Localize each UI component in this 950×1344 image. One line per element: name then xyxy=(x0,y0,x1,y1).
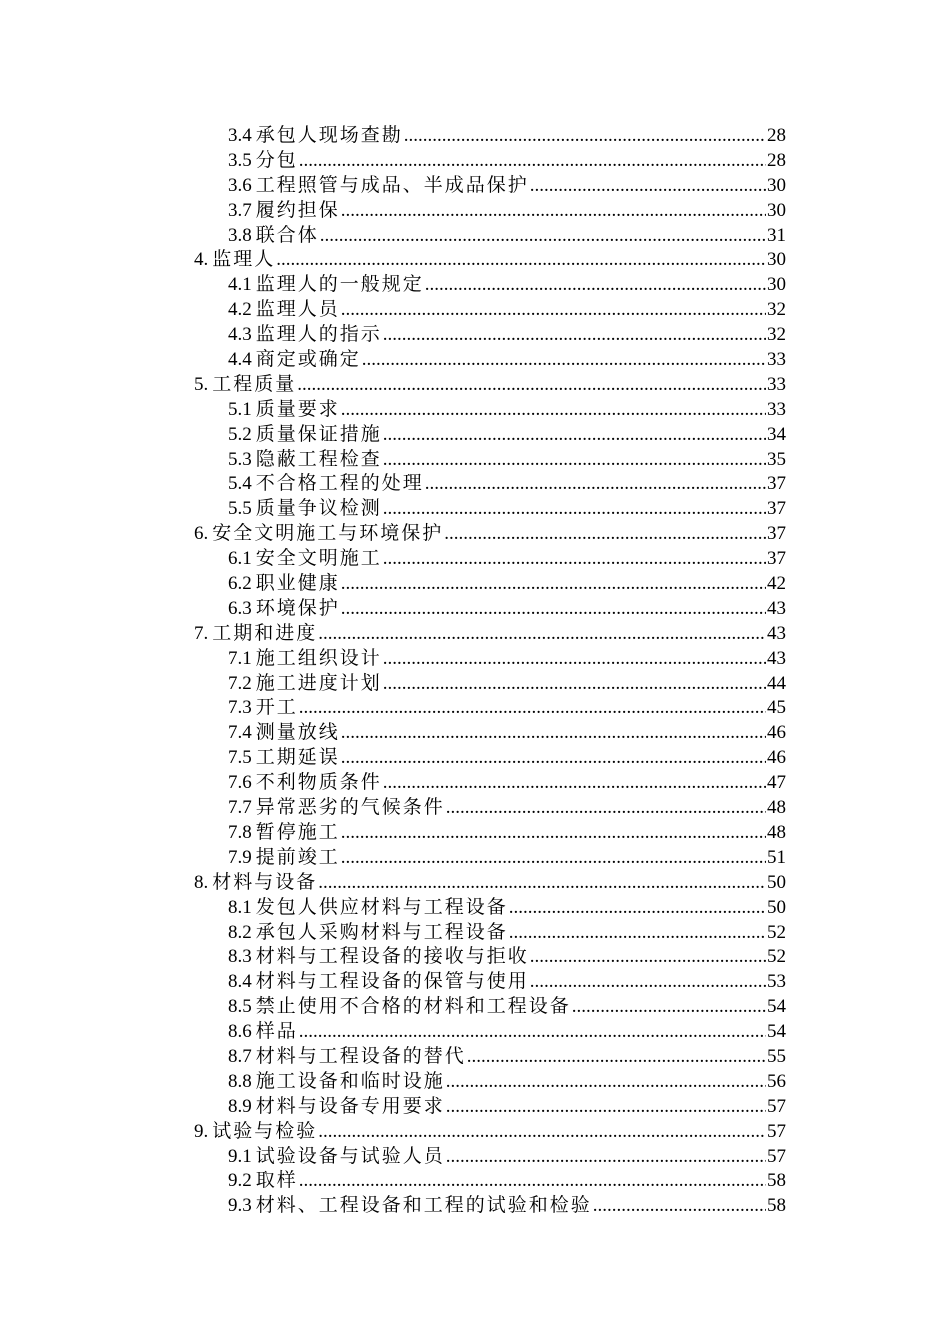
toc-entry-page-number: 32 xyxy=(767,299,786,321)
toc-entry-title: 提前竣工 xyxy=(255,846,340,868)
toc-section-entry[interactable] xyxy=(194,298,786,323)
toc-entry-number: 7.2 xyxy=(228,672,252,694)
toc-section-entry[interactable] xyxy=(194,921,786,946)
toc-entry-title: 工程质量 xyxy=(212,373,297,395)
toc-entry-title: 隐蔽工程检查 xyxy=(255,448,382,470)
toc-dot-leader xyxy=(593,1194,766,1219)
toc-entry-title: 质量争议检测 xyxy=(255,498,382,520)
toc-entry-number: 5.2 xyxy=(228,423,252,445)
toc-entry-page-number: 57 xyxy=(767,1120,786,1142)
toc-dot-leader xyxy=(318,1120,766,1145)
toc-entry-title: 发包人供应材料与工程设备 xyxy=(255,896,508,918)
toc-entry-title: 开工 xyxy=(255,697,298,719)
toc-section-entry[interactable] xyxy=(194,572,786,597)
toc-entry-number: 7.5 xyxy=(228,747,252,769)
toc-entry-title: 施工进度计划 xyxy=(255,672,382,694)
toc-entry-title: 质量保证措施 xyxy=(255,423,382,445)
toc-entry-page-number: 42 xyxy=(767,573,786,595)
toc-dot-leader xyxy=(509,921,766,946)
toc-section-entry[interactable] xyxy=(194,796,786,821)
toc-entry-number: 8.9 xyxy=(228,1095,252,1117)
toc-section-entry[interactable] xyxy=(194,647,786,672)
toc-entry-title: 材料与工程设备的保管与使用 xyxy=(255,971,529,993)
toc-section-entry[interactable] xyxy=(194,896,786,921)
toc-entry-title: 取样 xyxy=(255,1170,298,1192)
toc-entry-page-number: 37 xyxy=(767,548,786,570)
toc-entry-page-number: 31 xyxy=(767,224,786,246)
toc-dot-leader xyxy=(383,323,766,348)
toc-entry-number: 8.2 xyxy=(228,921,252,943)
toc-section-entry[interactable] xyxy=(194,398,786,423)
toc-entry-page-number: 30 xyxy=(767,199,786,221)
toc-entry-page-number: 37 xyxy=(767,523,786,545)
toc-section-entry[interactable] xyxy=(194,1169,786,1194)
toc-section-entry[interactable] xyxy=(194,721,786,746)
toc-dot-leader xyxy=(318,622,766,647)
toc-entry-page-number: 53 xyxy=(767,971,786,993)
toc-dot-leader xyxy=(362,348,766,373)
toc-entry-title: 禁止使用不合格的材料和工程设备 xyxy=(255,996,571,1018)
toc-entry-page-number: 52 xyxy=(767,946,786,968)
toc-section-entry[interactable] xyxy=(194,771,786,796)
toc-dot-leader xyxy=(383,771,766,796)
toc-entry-title: 材料、工程设备和工程的试验和检验 xyxy=(255,1195,592,1217)
toc-entry-title: 质量要求 xyxy=(255,398,340,420)
toc-dot-leader xyxy=(299,149,766,174)
toc-entry-title: 材料与设备专用要求 xyxy=(255,1095,445,1117)
toc-entry-title: 材料与工程设备的接收与拒收 xyxy=(255,946,529,968)
toc-dot-leader xyxy=(383,448,766,473)
toc-entry-number: 4.1 xyxy=(228,274,252,296)
toc-entry-page-number: 34 xyxy=(767,423,786,445)
toc-section-entry[interactable] xyxy=(194,672,786,697)
toc-dot-leader xyxy=(383,423,766,448)
toc-dot-leader xyxy=(444,522,766,547)
toc-dot-leader xyxy=(320,224,766,249)
toc-entry-page-number: 33 xyxy=(767,349,786,371)
toc-entry-number: 6.1 xyxy=(228,548,252,570)
toc-entry-number: 7.8 xyxy=(228,821,252,843)
toc-entry-page-number: 30 xyxy=(767,249,786,271)
toc-entry-title: 商定或确定 xyxy=(255,349,361,371)
toc-section-entry[interactable] xyxy=(194,970,786,995)
toc-entry-title: 监理人员 xyxy=(255,299,340,321)
toc-dot-leader xyxy=(299,1169,766,1194)
toc-dot-leader xyxy=(404,124,766,149)
toc-entry-title: 不合格工程的处理 xyxy=(255,473,424,495)
toc-dot-leader xyxy=(276,248,766,273)
toc-section-entry[interactable] xyxy=(194,1095,786,1120)
toc-section-entry[interactable] xyxy=(194,1194,786,1219)
toc-entry-page-number: 46 xyxy=(767,747,786,769)
toc-entry-page-number: 54 xyxy=(767,996,786,1018)
toc-dot-leader xyxy=(425,472,766,497)
toc-entry-page-number: 55 xyxy=(767,1045,786,1067)
toc-entry-page-number: 43 xyxy=(767,647,786,669)
toc-entry-number: 8.5 xyxy=(228,996,252,1018)
toc-entry-number: 4.2 xyxy=(228,299,252,321)
toc-entry-number: 9. xyxy=(194,1120,209,1142)
toc-entry-title: 施工组织设计 xyxy=(255,647,382,669)
toc-section-entry[interactable] xyxy=(194,423,786,448)
toc-section-entry[interactable] xyxy=(194,497,786,522)
toc-entry-title: 试验设备与试验人员 xyxy=(255,1145,445,1167)
toc-entry-title: 承包人现场查勘 xyxy=(255,125,403,146)
toc-dot-leader xyxy=(530,945,766,970)
toc-entry-number: 8.3 xyxy=(228,946,252,968)
toc-entry-number: 3.8 xyxy=(228,224,252,246)
toc-dot-leader xyxy=(341,398,766,423)
toc-entry-number: 5.5 xyxy=(228,498,252,520)
toc-dot-leader xyxy=(297,373,766,398)
toc-entry-number: 9.3 xyxy=(228,1195,252,1217)
toc-entry-number: 3.7 xyxy=(228,199,252,221)
toc-entry-title: 测量放线 xyxy=(255,722,340,744)
toc-entry-number: 7.6 xyxy=(228,772,252,794)
toc-entry-page-number: 58 xyxy=(767,1170,786,1192)
toc-entry-number: 6.3 xyxy=(228,597,252,619)
toc-entry-title: 职业健康 xyxy=(255,573,340,595)
toc-entry-title: 样品 xyxy=(255,1021,298,1043)
toc-dot-leader xyxy=(446,796,766,821)
table-of-contents xyxy=(194,124,786,1219)
toc-entry-number: 7.3 xyxy=(228,697,252,719)
toc-dot-leader xyxy=(446,1145,766,1170)
toc-entry-number: 3.5 xyxy=(228,149,252,171)
toc-entry-number: 8.6 xyxy=(228,1021,252,1043)
toc-entry-title: 工期和进度 xyxy=(212,622,318,644)
toc-section-entry[interactable] xyxy=(194,273,786,298)
toc-section-entry[interactable] xyxy=(194,323,786,348)
toc-entry-number: 8.8 xyxy=(228,1070,252,1092)
toc-entry-title: 试验与检验 xyxy=(212,1120,318,1142)
toc-dot-leader xyxy=(341,199,766,224)
toc-dot-leader xyxy=(467,1045,766,1070)
toc-section-entry[interactable] xyxy=(194,597,786,622)
toc-entry-page-number: 54 xyxy=(767,1021,786,1043)
toc-dot-leader xyxy=(299,1020,766,1045)
toc-entry-number: 7.4 xyxy=(228,722,252,744)
toc-entry-page-number: 33 xyxy=(767,373,786,395)
toc-entry-number: 4.3 xyxy=(228,324,252,346)
toc-entry-number: 5.1 xyxy=(228,398,252,420)
toc-dot-leader xyxy=(341,298,766,323)
toc-entry-page-number: 58 xyxy=(767,1195,786,1217)
toc-chapter-entry[interactable] xyxy=(194,248,786,273)
toc-entry-number: 5. xyxy=(194,373,209,395)
toc-dot-leader xyxy=(530,174,766,199)
toc-entry-title: 工期延误 xyxy=(255,747,340,769)
toc-dot-leader xyxy=(341,846,766,871)
toc-entry-number: 9.2 xyxy=(228,1170,252,1192)
toc-entry-number: 8.1 xyxy=(228,896,252,918)
toc-dot-leader xyxy=(383,672,766,697)
toc-dot-leader xyxy=(341,821,766,846)
toc-section-entry[interactable] xyxy=(194,1070,786,1095)
toc-dot-leader xyxy=(383,547,766,572)
toc-section-entry[interactable] xyxy=(194,174,786,199)
toc-entry-page-number: 37 xyxy=(767,498,786,520)
toc-entry-page-number: 46 xyxy=(767,722,786,744)
toc-section-entry[interactable] xyxy=(194,124,786,149)
toc-entry-number: 4.4 xyxy=(228,349,252,371)
toc-entry-title: 材料与工程设备的替代 xyxy=(255,1045,466,1067)
toc-entry-title: 异常恶劣的气候条件 xyxy=(255,797,445,819)
toc-entry-number: 5.4 xyxy=(228,473,252,495)
toc-section-entry[interactable] xyxy=(194,199,786,224)
toc-entry-number: 8.4 xyxy=(228,971,252,993)
toc-entry-number: 8.7 xyxy=(228,1045,252,1067)
toc-entry-title: 分包 xyxy=(255,149,298,171)
toc-entry-title: 承包人采购材料与工程设备 xyxy=(255,921,508,943)
toc-dot-leader xyxy=(318,871,766,896)
toc-dot-leader xyxy=(446,1095,766,1120)
toc-entry-page-number: 48 xyxy=(767,821,786,843)
toc-dot-leader xyxy=(425,273,766,298)
toc-entry-page-number: 44 xyxy=(767,672,786,694)
toc-entry-number: 6.2 xyxy=(228,573,252,595)
toc-section-entry[interactable] xyxy=(194,696,786,721)
toc-section-entry[interactable] xyxy=(194,1020,786,1045)
toc-entry-page-number: 32 xyxy=(767,324,786,346)
toc-entry-page-number: 57 xyxy=(767,1145,786,1167)
toc-chapter-entry[interactable] xyxy=(194,871,786,896)
toc-dot-leader xyxy=(341,721,766,746)
toc-section-entry[interactable] xyxy=(194,1145,786,1170)
toc-entry-page-number: 50 xyxy=(767,871,786,893)
toc-entry-number: 6. xyxy=(194,523,209,545)
toc-dot-leader xyxy=(530,970,766,995)
toc-section-entry[interactable] xyxy=(194,995,786,1020)
toc-dot-leader xyxy=(383,497,766,522)
toc-entry-title: 施工设备和临时设施 xyxy=(255,1070,445,1092)
toc-chapter-entry[interactable] xyxy=(194,373,786,398)
toc-entry-title: 工程照管与成品、半成品保护 xyxy=(255,174,529,196)
toc-section-entry[interactable] xyxy=(194,448,786,473)
toc-section-entry[interactable] xyxy=(194,746,786,771)
toc-chapter-entry[interactable] xyxy=(194,522,786,547)
toc-entry-title: 监理人的指示 xyxy=(255,324,382,346)
toc-entry-number: 3.4 xyxy=(228,125,252,146)
toc-entry-title: 环境保护 xyxy=(255,597,340,619)
toc-entry-page-number: 28 xyxy=(767,149,786,171)
toc-section-entry[interactable] xyxy=(194,348,786,373)
toc-dot-leader xyxy=(446,1070,766,1095)
toc-section-entry[interactable] xyxy=(194,547,786,572)
toc-entry-page-number: 30 xyxy=(767,174,786,196)
toc-chapter-entry[interactable] xyxy=(194,1120,786,1145)
toc-entry-number: 7.7 xyxy=(228,797,252,819)
toc-entry-page-number: 37 xyxy=(767,473,786,495)
toc-entry-page-number: 56 xyxy=(767,1070,786,1092)
toc-section-entry[interactable] xyxy=(194,821,786,846)
toc-entry-page-number: 43 xyxy=(767,622,786,644)
toc-entry-title: 联合体 xyxy=(255,224,319,246)
toc-dot-leader xyxy=(509,896,766,921)
toc-entry-page-number: 30 xyxy=(767,274,786,296)
toc-entry-page-number: 43 xyxy=(767,597,786,619)
toc-dot-leader xyxy=(299,696,766,721)
toc-entry-page-number: 28 xyxy=(767,125,786,146)
toc-entry-title: 安全文明施工 xyxy=(255,548,382,570)
toc-chapter-entry[interactable] xyxy=(194,622,786,647)
toc-dot-leader xyxy=(383,647,766,672)
toc-dot-leader xyxy=(341,597,766,622)
toc-entry-page-number: 47 xyxy=(767,772,786,794)
toc-entry-number: 4. xyxy=(194,249,209,271)
toc-entry-number: 7.9 xyxy=(228,846,252,868)
toc-entry-title: 暂停施工 xyxy=(255,821,340,843)
toc-dot-leader xyxy=(341,572,766,597)
toc-section-entry[interactable] xyxy=(194,472,786,497)
toc-entry-page-number: 45 xyxy=(767,697,786,719)
toc-section-entry[interactable] xyxy=(194,149,786,174)
toc-entry-number: 3.6 xyxy=(228,174,252,196)
toc-entry-page-number: 51 xyxy=(767,846,786,868)
toc-entry-page-number: 48 xyxy=(767,797,786,819)
toc-entry-title: 安全文明施工与环境保护 xyxy=(212,523,444,545)
toc-entry-title: 监理人 xyxy=(212,249,276,271)
toc-dot-leader xyxy=(341,746,766,771)
toc-entry-number: 7.1 xyxy=(228,647,252,669)
toc-entry-title: 材料与设备 xyxy=(212,871,318,893)
toc-entry-title: 不利物质条件 xyxy=(255,772,382,794)
toc-section-entry[interactable] xyxy=(194,846,786,871)
toc-dot-leader xyxy=(572,995,766,1020)
toc-entry-number: 7. xyxy=(194,622,209,644)
toc-entry-page-number: 57 xyxy=(767,1095,786,1117)
toc-entry-title: 监理人的一般规定 xyxy=(255,274,424,296)
toc-entry-number: 9.1 xyxy=(228,1145,252,1167)
toc-entry-page-number: 50 xyxy=(767,896,786,918)
toc-entry-number: 8. xyxy=(194,871,209,893)
toc-entry-number: 5.3 xyxy=(228,448,252,470)
toc-section-entry[interactable] xyxy=(194,945,786,970)
toc-entry-page-number: 35 xyxy=(767,448,786,470)
toc-entry-page-number: 52 xyxy=(767,921,786,943)
toc-entry-page-number: 33 xyxy=(767,398,786,420)
toc-entry-title: 履约担保 xyxy=(255,199,340,221)
toc-section-entry[interactable] xyxy=(194,224,786,249)
toc-section-entry[interactable] xyxy=(194,1045,786,1070)
